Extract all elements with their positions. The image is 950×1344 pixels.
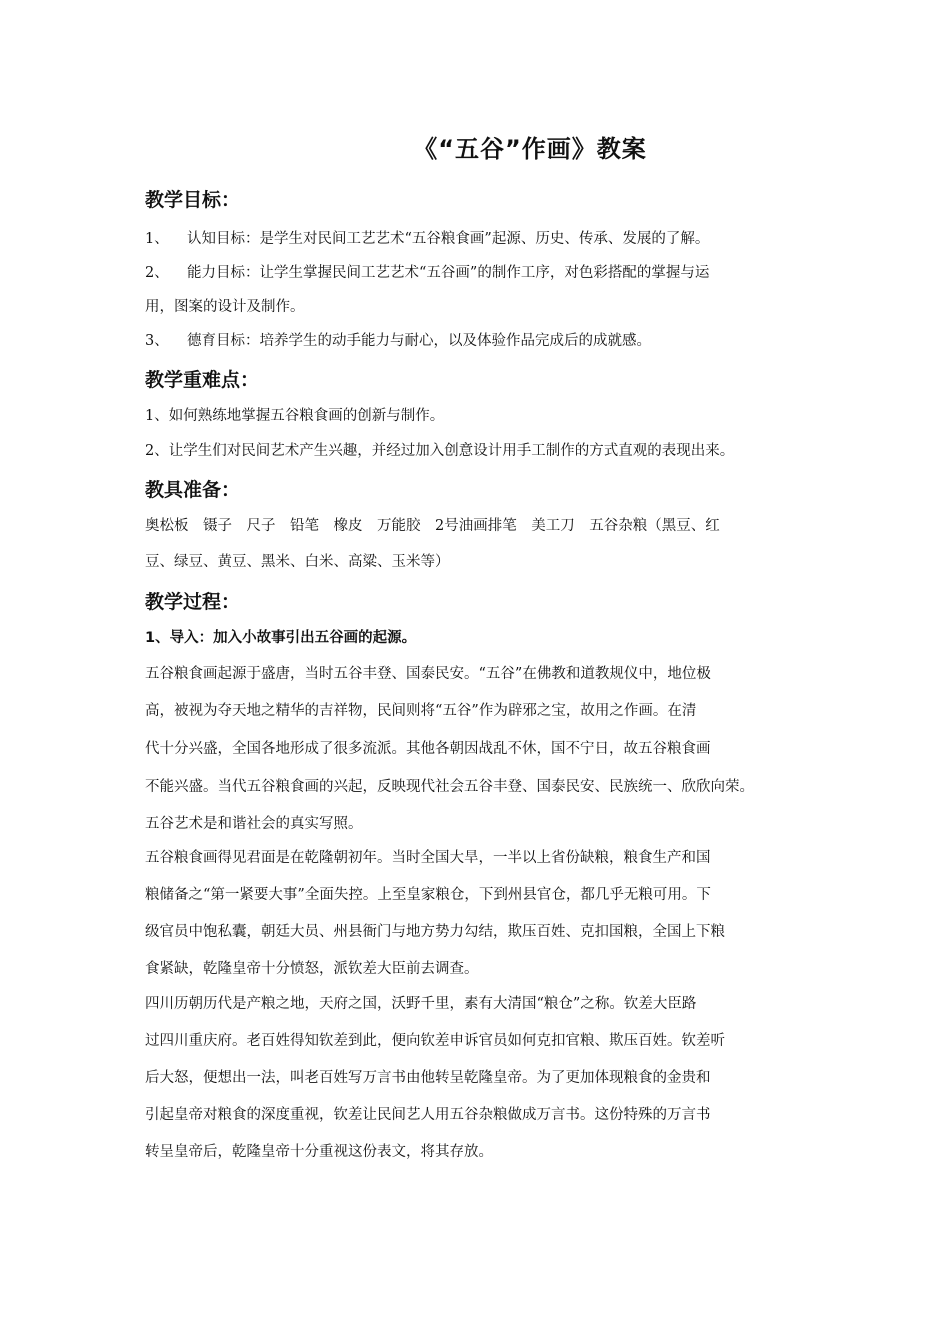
key-point-item: 2、让学生们对民间艺术产生兴趣，并经过加入创意设计用手工制作的方式直观的表现出来。 (145, 443, 735, 459)
objective-text: 能力目标：让学生掌握民间工艺艺术“五谷画”的制作工序，对色彩搭配的掌握与运 (187, 265, 710, 281)
objectives-heading: 教学目标： (145, 189, 241, 211)
paragraph-line: 四川历朝历代是产粮之地，天府之国，沃野千里，素有大清国“粮仓”之称。钦差大臣路 (145, 996, 697, 1012)
objective-item (145, 228, 709, 250)
objective-text: 认知目标：是学生对民间工艺艺术“五谷粮食画”起源、历史、传承、发展的了解。 (187, 231, 710, 247)
materials-heading: 教具准备： (145, 479, 241, 501)
paragraph-line: 转呈皇帝后，乾隆皇帝十分重视这份表文，将其存放。 (145, 1144, 493, 1160)
paragraph-line: 五谷粮食画起源于盛唐，当时五谷丰登、国泰民安。“五谷”在佛教和道教规仪中，地位极 (145, 666, 711, 682)
objective-text: 德育目标：培养学生的动手能力与耐心，以及体验作品完成后的成就感。 (187, 333, 651, 349)
paragraph-line: 五谷粮食画得见君面是在乾隆朝初年。当时全国大旱，一半以上省份缺粮，粮食生产和国 (145, 850, 711, 866)
materials-line: 豆、绿豆、黄豆、黑米、白米、高粱、玉米等） (145, 554, 450, 570)
objective-number: 1、 (145, 231, 169, 247)
objective-item (145, 330, 651, 352)
objective-item (145, 262, 709, 284)
key-points-heading: 教学重难点： (145, 369, 260, 391)
paragraph-line: 食紧缺，乾隆皇帝十分愤怒，派钦差大臣前去调查。 (145, 961, 479, 977)
paragraph-line: 五谷艺术是和谐社会的真实写照。 (145, 816, 363, 832)
paragraph-line: 级官员中饱私囊，朝廷大员、州县衙门与地方势力勾结，欺压百姓、克扣国粮，全国上下粮 (145, 924, 725, 940)
key-point-item: 1、如何熟练地掌握五谷粮食画的创新与制作。 (145, 408, 445, 424)
document-title: 《“五谷”作画》教案 (413, 135, 647, 163)
paragraph-line: 后大怒，便想出一法，叫老百姓写万言书由他转呈乾隆皇帝。为了更加体现粮食的金贵和 (145, 1070, 711, 1086)
process-heading: 教学过程： (145, 591, 241, 613)
materials-line: 奥松板 镊子 尺子 铅笔 橡皮 万能胶 2号油画排笔 美工刀 五谷杂粮（黑豆、红 (145, 518, 720, 534)
paragraph-line: 代十分兴盛，全国各地形成了很多流派。其他各朝因战乱不休，国不宁日，故五谷粮食画 (145, 741, 711, 757)
paragraph-line: 引起皇帝对粮食的深度重视，钦差让民间艺人用五谷杂粮做成万言书。这份特殊的万言书 (145, 1107, 711, 1123)
objective-number: 3、 (145, 333, 169, 349)
paragraph-line: 不能兴盛。当代五谷粮食画的兴起，反映现代社会五谷丰登、国泰民安、民族统一、欣欣向荣。 (145, 779, 754, 795)
objective-number: 2、 (145, 265, 169, 281)
paragraph-line: 过四川重庆府。老百姓得知钦差到此，便向钦差申诉官员如何克扣官粮、欺压百姓。钦差听 (145, 1033, 725, 1049)
objective-text-continued: 用，图案的设计及制作。 (145, 299, 305, 315)
paragraph-line: 粮储备之“第一紧要大事”全面失控。上至皇家粮仓，下到州县官仓，都几乎无粮可用。下 (145, 887, 711, 903)
paragraph-line: 高，被视为夺天地之精华的吉祥物，民间则将“五谷”作为辟邪之宝，故用之作画。在清 (145, 703, 697, 719)
step-1-title: 1、导入：加入小故事引出五谷画的起源。 (145, 630, 417, 646)
